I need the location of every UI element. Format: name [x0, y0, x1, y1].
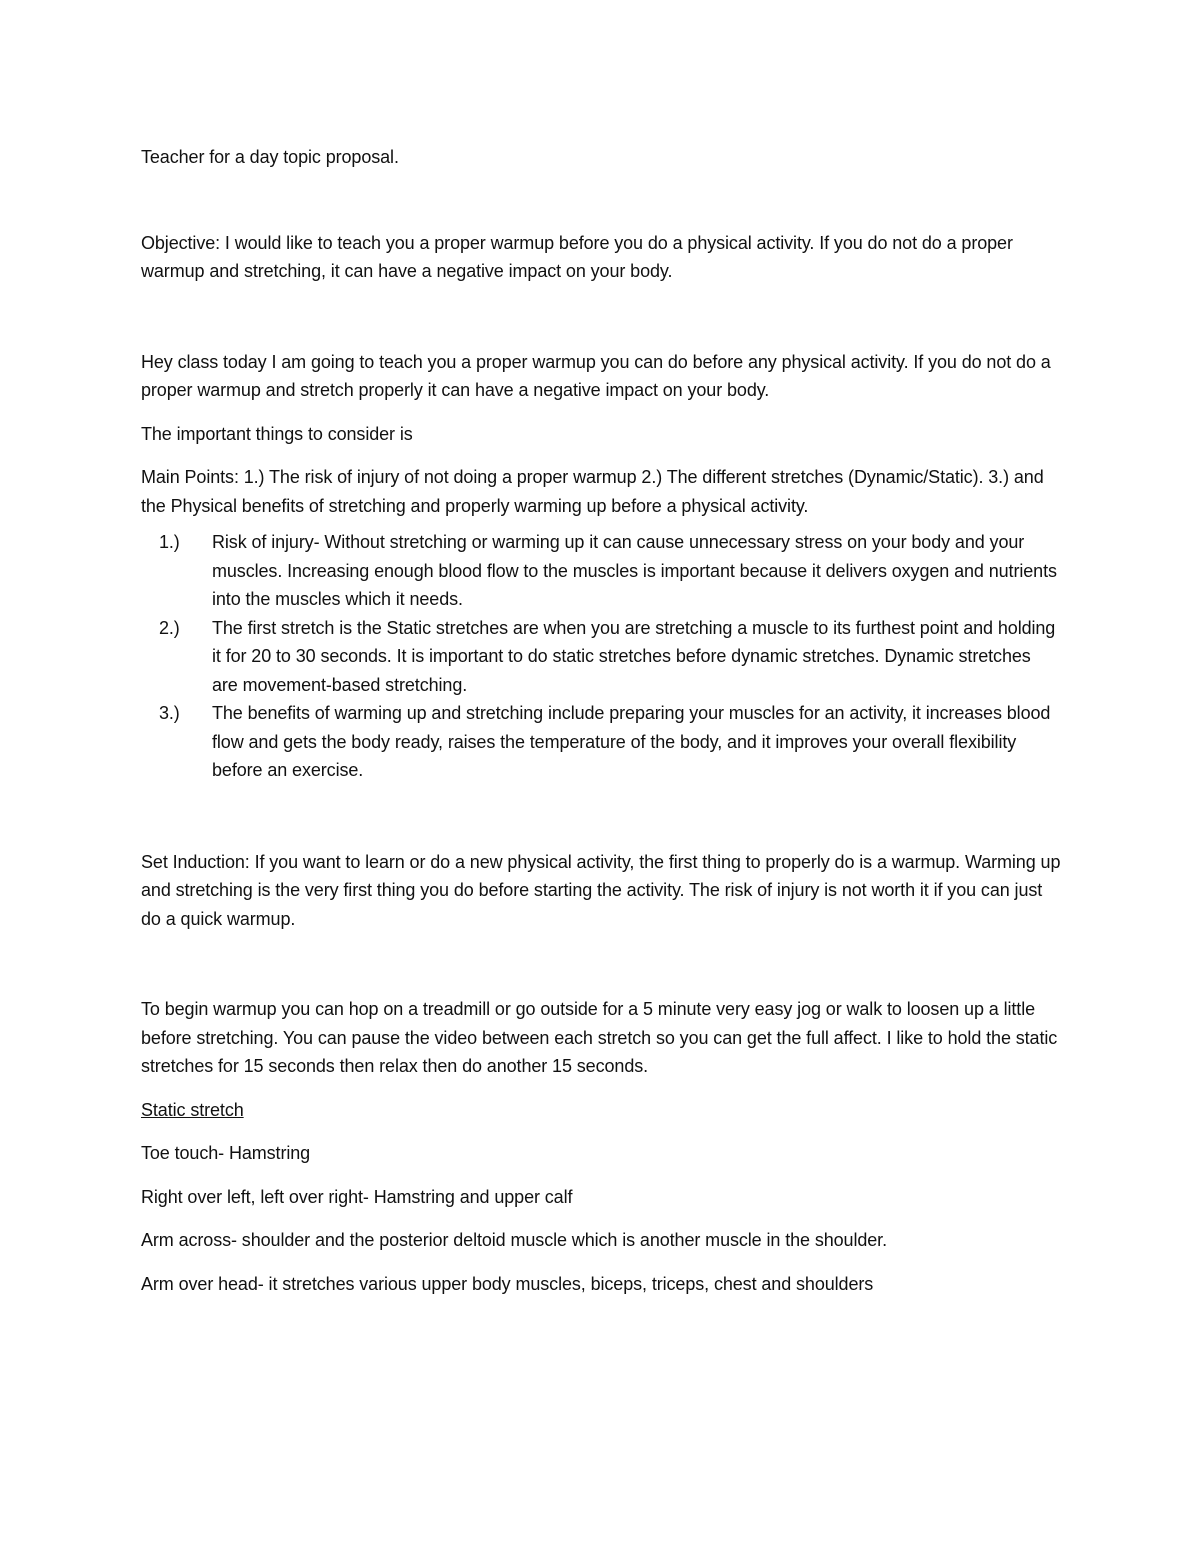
list-item [141, 528, 1061, 614]
main-points-paragraph: Main Points: 1.) The risk of injury of not doing a proper warmup 2.) The different stretches (Dynamic/Static). 3.) and the Physical benefits of stretching and properly warming up before a physical activity. [141, 467, 1044, 516]
begin-warmup-paragraph: To begin warmup you can hop on a treadmill or go outside for a 5 minute very easy jog or walk to loosen up a little before stretching. You can pause the video between each stretch so you can get the full affect. I like to hold the static stretches for 15 seconds then relax then do another 15 seconds. [141, 999, 1058, 1076]
stretch-item: Arm over head- it stretches various upper body muscles, biceps, triceps, chest and shoulders [141, 1273, 874, 1294]
list-item [141, 699, 1061, 785]
set-induction-paragraph: Set Induction: If you want to learn or do a new physical activity, the first thing to properly do is a warmup. Warming up and stretching is the very first thing you do before starting the activity. The risk of injury is not worth it if you can just do a quick warmup. [141, 851, 1061, 929]
stretch-item: Right over left, left over right- Hamstring and upper calf [141, 1186, 573, 1207]
document-title: Teacher for a day topic proposal. [141, 147, 399, 167]
list-item-text: Risk of injury- Without stretching or warming up it can cause unnecessary stress on your body and your muscles. Increasing enough blood flow to the muscles is important because it delivers oxygen and nutrients into the muscles which it needs. [212, 532, 1057, 609]
consider-line: The important things to consider is [141, 423, 413, 444]
stretch-item: Arm across- shoulder and the posterior deltoid muscle which is another muscle in the shoulder. [141, 1230, 887, 1250]
intro-paragraph: Hey class today I am going to teach you a proper warmup you can do before any physical activity. If you do not do a proper warmup and stretch properly it can have a negative impact on your body. [141, 351, 1051, 400]
list-item-number: 1.) [159, 532, 180, 552]
document-body [141, 143, 1061, 1313]
list-item-text: The benefits of warming up and stretching include preparing your muscles for an activity, it increases blood flow and gets the body ready, raises the temperature of the body, and it improves your overall flexibility before an exercise. [212, 703, 1051, 780]
objective-paragraph: Objective: I would like to teach you a proper warmup before you do a physical activity. If you do not do a proper warmup and stretching, it can have a negative impact on your body. [141, 232, 1013, 281]
points-list [141, 528, 1061, 785]
list-item-number: 3.) [159, 703, 180, 723]
static-stretch-heading: Static stretch [141, 1099, 244, 1120]
stretch-item: Toe touch- Hamstring [141, 1143, 311, 1163]
list-item-number: 2.) [159, 617, 180, 638]
list-item [141, 614, 1061, 700]
list-item-text: The first stretch is the Static stretches are when you are stretching a muscle to its furthest point and holding it for 20 to 30 seconds. It is important to do static stretches before dynamic stretches. Dynamic stretches are movement-based stretching. [212, 617, 1056, 695]
